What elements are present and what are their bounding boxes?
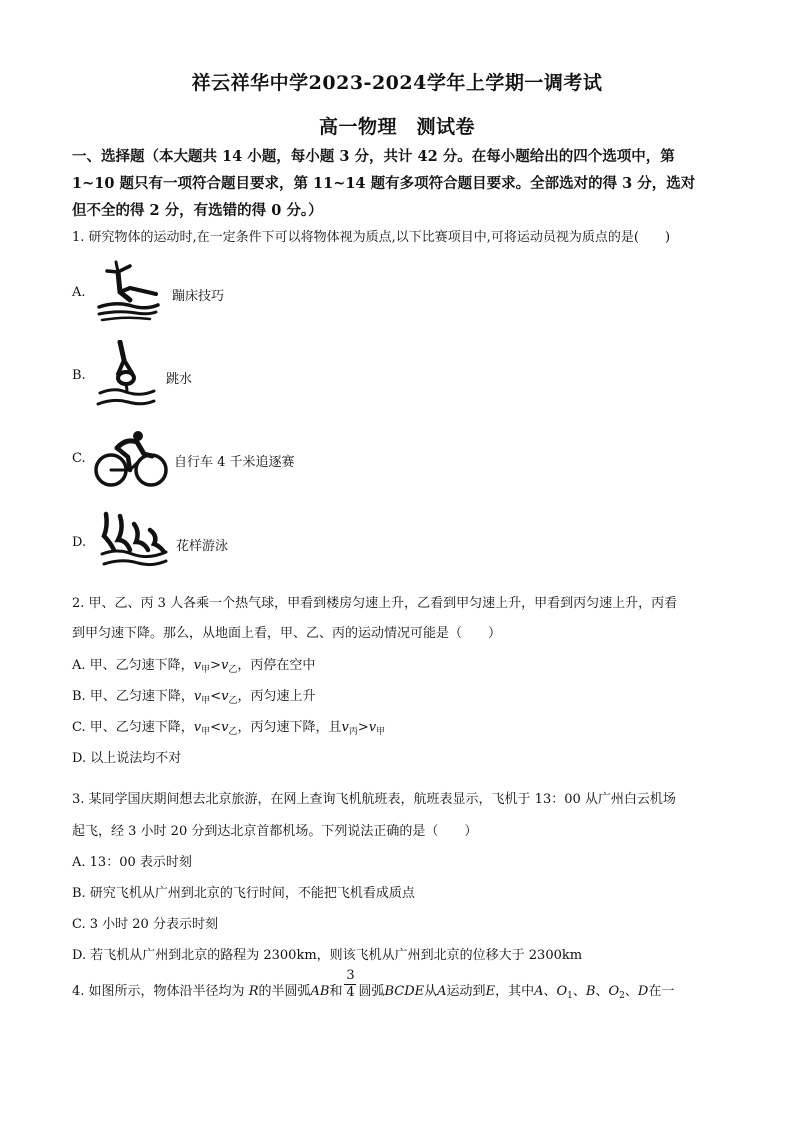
diving-icon <box>96 340 158 408</box>
point-subscript: 2 <box>619 991 625 1001</box>
q2-option-d-letter: D. <box>72 751 87 766</box>
q4-text: 的半圆弧 <box>258 984 311 999</box>
q2-option-b-letter: B. <box>72 689 86 704</box>
q2-option-c-text: 甲、乙匀速下降， <box>89 720 194 735</box>
section-heading-line-3: 但不全的得 2 分，有选错的得 0 分。） <box>72 202 323 219</box>
v-subscript: 乙 <box>228 727 238 737</box>
v-subscript: 甲 <box>201 665 211 675</box>
point-label: D <box>637 984 649 999</box>
comparison-sign: > <box>210 658 221 673</box>
q4-text: 在一 <box>648 984 675 999</box>
v-symbol: v <box>193 658 202 673</box>
point-label: O <box>556 984 568 999</box>
separator: 、 <box>543 984 557 999</box>
q4-text: 圆弧 <box>358 984 385 999</box>
q2-option-c <box>72 716 385 737</box>
separator: 、 <box>624 984 638 999</box>
q4-text: ，其中 <box>495 984 535 999</box>
v-subscript: 甲 <box>376 727 386 737</box>
synchronized-swimming-icon <box>98 510 170 568</box>
point-label: A <box>534 984 544 999</box>
q4-text: 运动到 <box>446 984 486 999</box>
point-label: B <box>585 984 596 999</box>
comparison-sign: > <box>357 720 369 735</box>
v-symbol: v <box>193 689 202 704</box>
q1-option-d-letter: D. <box>72 535 87 550</box>
three-quarters-fraction <box>344 968 356 1001</box>
exam-subtitle: 高一物理 测试卷 <box>318 116 475 138</box>
comparison-sign: < <box>210 720 222 735</box>
q3-stem-line-2: 起飞，经 3 小时 20 分到达北京首都机场。下列说法正确的是（ ） <box>72 824 478 839</box>
q1-option-b-letter: B. <box>72 368 86 383</box>
q1-option-d-text: 花样游泳 <box>176 539 229 554</box>
q2-stem-line-1: 2. 甲、乙、丙 3 人各乘一个热气球，甲看到楼房匀速上升，乙看到甲匀速上升，甲看到丙匀速上升，丙看 <box>72 596 678 611</box>
exam-title: 祥云祥华中学2023-2024学年上学期一调考试 <box>191 72 603 94</box>
q1-option-a-letter: A. <box>72 285 86 300</box>
section-heading-line-1: 一、选择题（本大题共 14 小题，每小题 3 分，共计 42 分。在每小题给出的四个选项中，第 <box>72 148 675 165</box>
point-label: A <box>437 984 447 999</box>
v-symbol: v <box>221 689 229 704</box>
q4-stem <box>72 980 674 1001</box>
separator: 、 <box>572 984 586 999</box>
comparison-sign: < <box>210 689 222 704</box>
q1-option-b-text: 跳水 <box>166 372 193 387</box>
q1-option-c-text: 自行车 4 千米追逐赛 <box>174 455 295 470</box>
fraction-numerator: 3 <box>346 968 355 983</box>
q3-option-d: D. 若飞机从广州到北京的路程为 2300km，则该飞机从广州到北京的位移大于 2300km <box>72 948 583 963</box>
point-label: E <box>485 984 496 999</box>
q4-text: 4. 如图所示，物体沿半径均为 <box>72 984 245 999</box>
q2-option-d-text: 以上说法均不对 <box>90 751 182 766</box>
q2-option-a-tail: ，丙停在空中 <box>237 658 316 673</box>
q3-option-a: A. 13：00 表示时刻 <box>72 855 192 870</box>
cycling-icon <box>92 430 170 488</box>
arc-label: BCDE <box>384 984 425 999</box>
v-symbol: v <box>368 720 377 735</box>
q2-option-b-tail: ，丙匀速上升 <box>237 689 316 704</box>
q1-option-c-letter: C. <box>72 451 86 466</box>
v-subscript: 乙 <box>228 665 238 675</box>
point-subscript: 1 <box>567 991 573 1001</box>
v-subscript: 甲 <box>201 727 211 737</box>
q1-stem: 1. 研究物体的运动时,在一定条件下可以将物体视为质点,以下比赛项目中,可将运动员视为质点的是( ) <box>72 230 671 245</box>
q2-option-a-letter: A. <box>72 658 86 673</box>
v-symbol: v <box>341 720 349 735</box>
q2-option-b <box>72 685 316 706</box>
v-symbol: v <box>221 720 229 735</box>
radius-symbol: R <box>248 984 259 999</box>
v-subscript: 丙 <box>348 727 358 737</box>
v-subscript: 乙 <box>228 696 238 706</box>
q3-option-c: C. 3 小时 20 分表示时刻 <box>72 917 218 932</box>
v-symbol: v <box>220 658 229 673</box>
section-heading <box>72 143 732 224</box>
q4-text: 从 <box>424 984 438 999</box>
q3-stem-line-1: 3. 某同学国庆期间想去北京旅游，在网上查询飞机航班表，航班表显示，飞机于 13：00 从广州白云机场 <box>72 792 676 807</box>
separator: 、 <box>595 984 609 999</box>
v-symbol: v <box>193 720 202 735</box>
q3-option-b: B. 研究飞机从广州到北京的飞行时间，不能把飞机看成质点 <box>72 886 415 901</box>
q2-option-c-letter: C. <box>72 720 86 735</box>
q2-option-a-text: 甲、乙匀速下降， <box>89 658 194 673</box>
q2-option-d <box>72 747 181 766</box>
q2-option-b-text: 甲、乙匀速下降， <box>89 689 194 704</box>
fraction-denominator: 4 <box>346 985 355 1000</box>
arc-label: AB <box>310 984 330 999</box>
trampoline-icon <box>96 258 160 322</box>
v-subscript: 甲 <box>201 696 211 706</box>
q4-text: 和 <box>329 984 343 999</box>
section-heading-line-2: 1~10 题只有一项符合题目要求，第 11~14 题有多项符合题目要求。全部选对的得 3 分，选对 <box>72 175 696 192</box>
point-label: O <box>608 984 620 999</box>
q2-option-a <box>72 654 315 675</box>
q2-option-c-mid: ，丙匀速下降，且 <box>237 720 342 735</box>
q1-option-a-text: 蹦床技巧 <box>172 289 225 304</box>
q2-stem-line-2: 到甲匀速下降。那么，从地面上看，甲、乙、丙的运动情况可能是（ ） <box>72 626 502 641</box>
